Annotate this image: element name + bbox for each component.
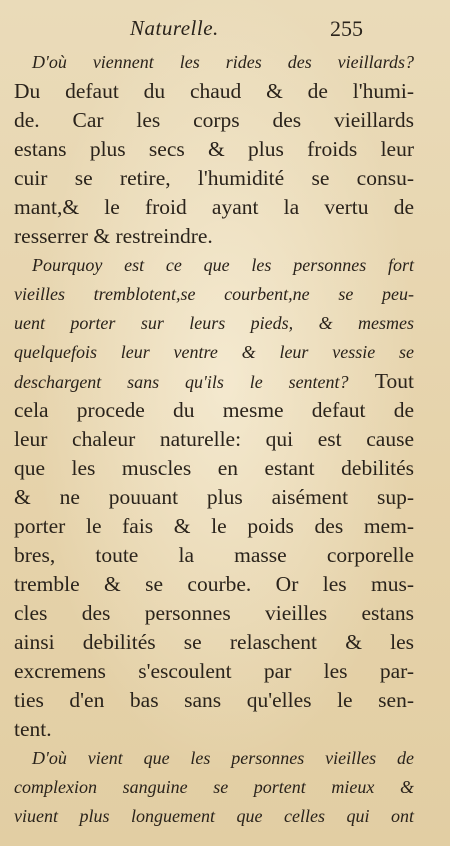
text-line: estans plus secs & plus froids leur — [14, 137, 414, 161]
question-line: quelquefois leur ventre & leur vessie se — [14, 342, 414, 362]
question-heading: Pourquoy est ce que les personnes fort — [32, 255, 414, 275]
running-title: Naturelle. — [130, 16, 219, 40]
text-line: cuir se retire, l'humidité se consu- — [14, 166, 414, 190]
text-line: ties d'en bas sans qu'elles le sen- — [14, 688, 414, 712]
text-line: cles des personnes vieilles estans — [14, 601, 414, 625]
question-line: vieilles tremblotent,se courbent,ne se peu- — [14, 284, 414, 304]
answer-start: Tout — [348, 369, 415, 393]
text-line: bres, toute la masse corporelle — [14, 543, 414, 567]
question-line: complexion sanguine se portent mieux & — [14, 777, 414, 797]
question-line: viuent plus longuement que celles qui ont — [14, 806, 414, 826]
text-line: & ne pouuant plus aisément sup- — [14, 485, 414, 509]
text-line: resserrer & restreindre. — [14, 224, 213, 248]
page-header — [0, 14, 450, 46]
text-line: Du defaut du chaud & de l'humi- — [14, 79, 414, 103]
text-line: tremble & se courbe. Or les mus- — [14, 572, 414, 596]
text-line: que les muscles en estant debilités — [14, 456, 414, 480]
mixed-line — [14, 367, 414, 396]
text-line: leur chaleur naturelle: qui est cause — [14, 427, 414, 451]
text-line: porter le fais & le poids des mem- — [14, 514, 414, 538]
question-heading: D'où viennent les rides des vieillards? — [32, 52, 414, 72]
page-number: 255 — [330, 16, 363, 41]
text-line: ainsi debilités se relaschent & les — [14, 630, 414, 654]
question-heading: D'où vient que les personnes vieilles de — [32, 748, 414, 768]
text-line: tent. — [14, 717, 52, 741]
question-line: uent porter sur leurs pieds, & mesmes — [14, 313, 414, 333]
question-end: deschargent sans qu'ils le sentent? — [14, 372, 349, 392]
text-line: cela procede du mesme defaut de — [14, 398, 414, 422]
text-line: mant,& le froid ayant la vertu de — [14, 195, 414, 219]
text-line: excremens s'escoulent par les par- — [14, 659, 414, 683]
body-text — [14, 48, 414, 831]
text-line: de. Car les corps des vieillards — [14, 108, 414, 132]
